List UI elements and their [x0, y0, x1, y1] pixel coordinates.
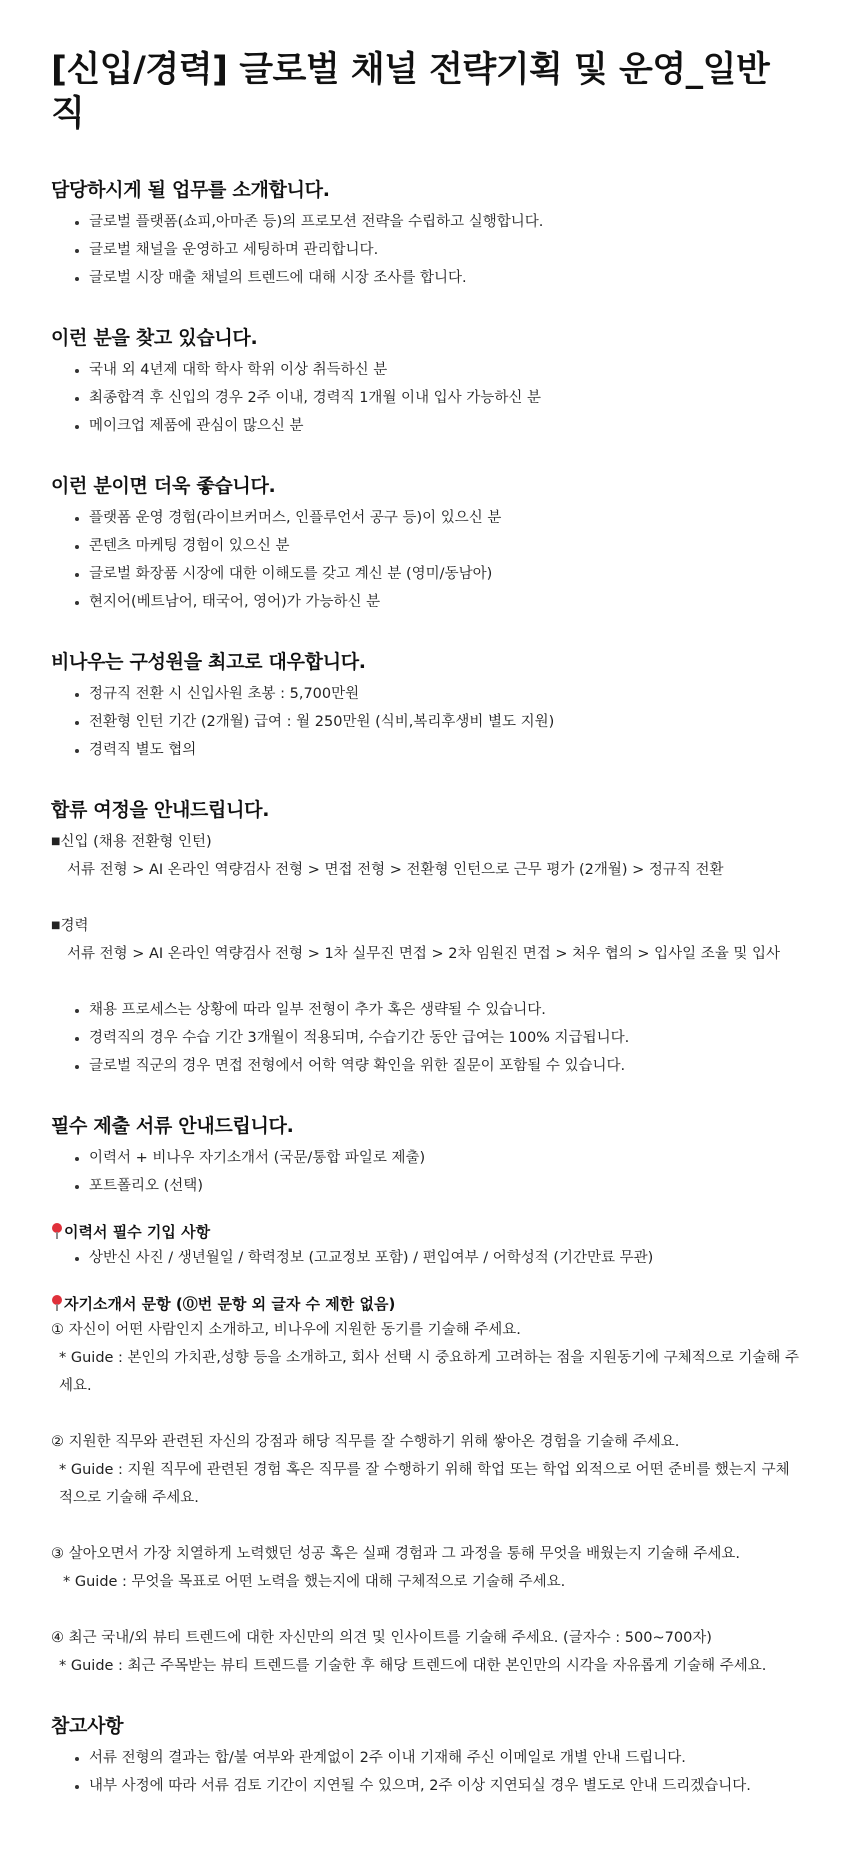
list-item: 글로벌 시장 매출 채널의 트렌드에 대해 시장 조사를 합니다.: [75, 264, 801, 292]
duties-heading: 담당하시게 될 업무를 소개합니다.: [51, 179, 330, 201]
notes-list: [51, 1744, 801, 1800]
requirements-heading: 이런 분을 찾고 있습니다.: [51, 327, 258, 349]
notes-heading: 참고사항: [51, 1715, 124, 1737]
requirements-list: [51, 356, 801, 440]
essay-heading: 자기소개서 문항 (⓪번 문항 외 글자 수 제한 없음): [51, 1292, 801, 1316]
documents-list: [51, 1144, 801, 1200]
essay-question-1: ① 자신이 어떤 사람인지 소개하고, 비나우에 지원한 동기를 기술해 주세요.: [51, 1322, 521, 1338]
list-item: 경력직의 경우 수습 기간 3개월이 적용되며, 수습기간 동안 급여는 100% 지급됩니다.: [75, 1024, 801, 1052]
list-item: 글로벌 화장품 시장에 대한 이해도를 갖고 계신 분 (영미/동남아): [75, 560, 801, 588]
list-item: 전환형 인턴 기간 (2개월) 급여 : 월 250만원 (식비,복리후생비 별도 지원): [75, 708, 801, 736]
preferred-list: [51, 504, 801, 616]
list-item: 상반신 사진 / 생년월일 / 학력정보 (고교정보 포함) / 편입여부 / 어학성적 (기간만료 무관): [75, 1244, 801, 1272]
list-item: 정규직 전환 시 신입사원 초봉 : 5,700만원: [75, 680, 801, 708]
list-item: 국내 외 4년제 대학 학사 학위 이상 취득하신 분: [75, 356, 801, 384]
list-item: 글로벌 직군의 경우 면접 전형에서 어학 역량 확인을 위한 질문이 포함될 수 있습니다.: [75, 1052, 801, 1080]
process-new-label: ■신입 (채용 전환형 인턴): [51, 834, 212, 850]
list-item: 현지어(베트남어, 태국어, 영어)가 가능하신 분: [75, 588, 801, 616]
essay-question-3: ③ 살아오면서 가장 치열하게 노력했던 성공 혹은 실패 경험과 그 과정을 통해 무엇을 배웠는지 기술해 주세요.: [51, 1546, 741, 1562]
resume-heading: 이력서 필수 기입 사항: [51, 1220, 801, 1244]
duties-section: [51, 176, 801, 292]
page-title: [신입/경력] 글로벌 채널 전략기획 및 운영_일반직: [51, 50, 770, 134]
resume-list: [51, 1244, 801, 1272]
documents-section: [51, 1112, 801, 1680]
square-bullet-icon: ■: [51, 836, 61, 847]
list-item: 글로벌 채널을 운영하고 세팅하며 관리합니다.: [75, 236, 801, 264]
essay-question-4: ④ 최근 국내/외 뷰티 트렌드에 대한 자신만의 의견 및 인사이트를 기술해 주세요. (글자수 : 500~700자): [51, 1630, 712, 1646]
preferred-section: [51, 472, 801, 616]
list-item: 글로벌 플랫폼(쇼피,아마존 등)의 프로모션 전략을 수립하고 실행합니다.: [75, 208, 801, 236]
essay-question-2: ② 지원한 직무와 관련된 자신의 강점과 해당 직무를 잘 수행하기 위해 쌓아온 경험을 기술해 주세요.: [51, 1434, 680, 1450]
list-item: 최종합격 후 신입의 경우 2주 이내, 경력직 1개월 이내 입사 가능하신 분: [75, 384, 801, 412]
round-pushpin-icon: [51, 1295, 63, 1311]
benefits-list: [51, 680, 801, 764]
essay-guide-4: * Guide : 최근 주목받는 뷰티 트렌드를 기술한 후 해당 트렌드에 대한 본인만의 시각을 자유롭게 기술해 주세요.: [59, 1658, 767, 1674]
list-item: 서류 전형의 결과는 합/불 여부와 관계없이 2주 이내 기재해 주신 이메일로 개별 안내 드립니다.: [75, 1744, 801, 1772]
duties-list: [51, 208, 801, 292]
benefits-section: [51, 648, 801, 764]
process-exp-steps: 서류 전형 > AI 온라인 역량검사 전형 > 1차 실무진 면접 > 2차 임원진 면접 > 처우 협의 > 입사일 조율 및 입사: [67, 946, 781, 962]
process-exp-label: ■경력: [51, 918, 89, 934]
requirements-section: [51, 324, 801, 440]
list-item: 콘텐츠 마케팅 경험이 있으신 분: [75, 532, 801, 560]
list-item: 내부 사정에 따라 서류 검토 기간이 지연될 수 있으며, 2주 이상 지연되실 경우 별도로 안내 드리겠습니다.: [75, 1772, 801, 1800]
essay-guide-3: * Guide : 무엇을 목표로 어떤 노력을 했는지에 대해 구체적으로 기술해 주세요.: [63, 1574, 566, 1590]
list-item: 경력직 별도 협의: [75, 736, 801, 764]
square-bullet-icon: ■: [51, 920, 61, 931]
essay-guide-2: * Guide : 지원 직무에 관련된 경험 혹은 직무를 잘 수행하기 위해 학업 또는 학업 외적으로 어떤 준비를 했는지 구체적으로 기술해 주세요.: [59, 1462, 790, 1506]
preferred-heading: 이런 분이면 더욱 좋습니다.: [51, 475, 276, 497]
process-new-steps: 서류 전형 > AI 온라인 역량검사 전형 > 면접 전형 > 전환형 인턴으로 근무 평가 (2개월) > 정규직 전환: [67, 862, 724, 878]
documents-heading: 필수 제출 서류 안내드립니다.: [51, 1115, 294, 1137]
process-notes-list: [51, 996, 801, 1080]
list-item: 이력서 + 비나우 자기소개서 (국문/통합 파일로 제출): [75, 1144, 801, 1172]
process-heading: 합류 여정을 안내드립니다.: [51, 799, 270, 821]
notes-section: [51, 1712, 801, 1800]
list-item: 플랫폼 운영 경험(라이브커머스, 인플루언서 공구 등)이 있으신 분: [75, 504, 801, 532]
list-item: 포트폴리오 (선택): [75, 1172, 801, 1200]
essay-guide-1: * Guide : 본인의 가치관,성향 등을 소개하고, 회사 선택 시 중요하게 고려하는 점을 지원동기에 구체적으로 기술해 주세요.: [59, 1350, 799, 1394]
round-pushpin-icon: [51, 1223, 63, 1239]
list-item: 채용 프로세스는 상황에 따라 일부 전형이 추가 혹은 생략될 수 있습니다.: [75, 996, 801, 1024]
benefits-heading: 비나우는 구성원을 최고로 대우합니다.: [51, 651, 366, 673]
process-section: [51, 796, 801, 1080]
list-item: 메이크업 제품에 관심이 많으신 분: [75, 412, 801, 440]
